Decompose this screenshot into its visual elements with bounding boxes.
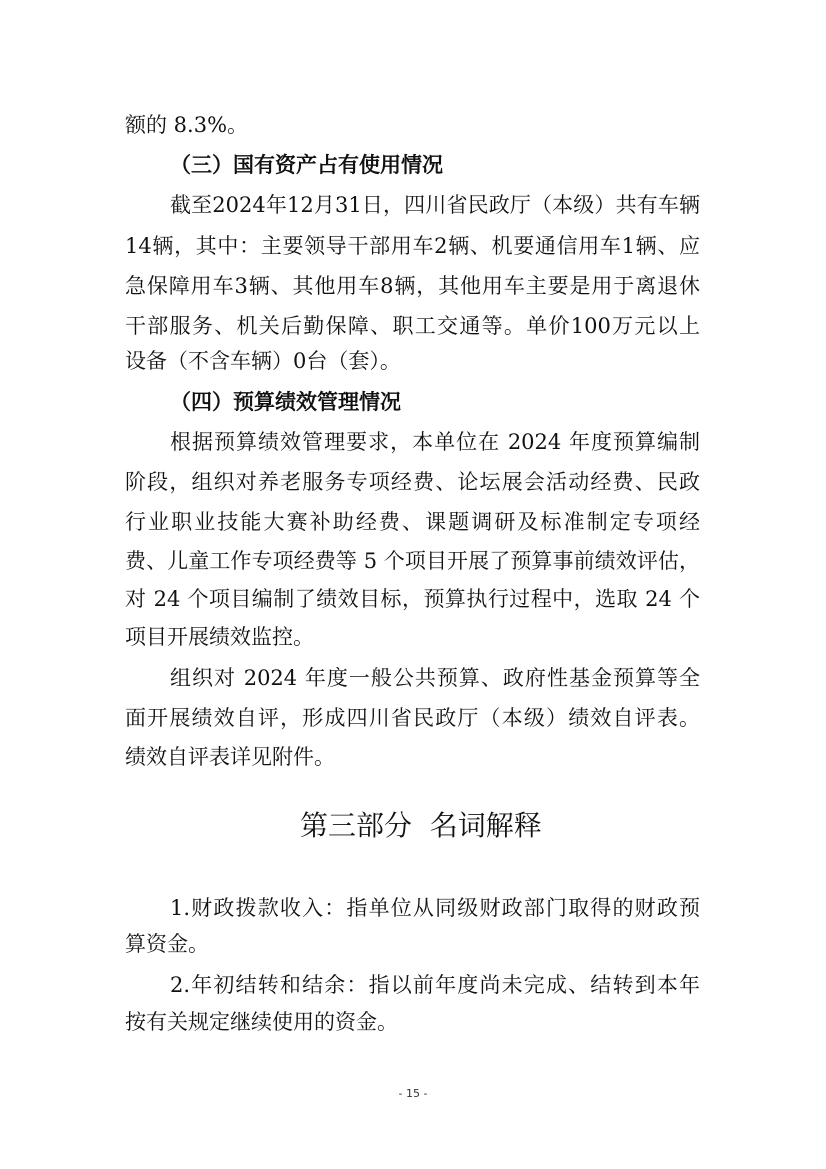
paragraph-line: 干部服务、机关后勤保障、职工交通等。单价100万元以上 [125,314,700,338]
paragraph-line: 项目开展绩效监控。 [125,625,314,649]
glossary-item-line: 算资金。 [125,932,209,956]
page-number: - 15 - [398,1087,428,1100]
paragraph-line: 截至2024年12月31日，四川省民政厅（本级）共有车辆 [170,193,700,217]
paragraph-line: 行业职业技能大赛补助经费、课题调研及标准制定专项经 [125,510,700,534]
paragraph-line: 14辆，其中：主要领导干部用车2辆、机要通信用车1辆、应 [125,234,700,258]
paragraph-line: 面开展绩效自评，形成四川省民政厅（本级）绩效自评表。 [125,706,700,730]
glossary-item-line: 按有关规定继续使用的资金。 [125,1010,398,1034]
glossary-item-line: 1.财政拨款收入：指单位从同级财政部门取得的财政预 [170,896,700,920]
paragraph-line: 组织对 2024 年度一般公共预算、政府性基金预算等全 [170,666,700,690]
section-4-heading: （四）预算绩效管理情况 [170,389,401,414]
section-3-heading: （三）国有资产占有使用情况 [170,152,443,177]
previous-paragraph-tail: 额的 8.3%。 [125,113,249,137]
paragraph-line: 对 24 个项目编制了绩效目标，预算执行过程中，选取 24 个 [125,587,700,611]
glossary-item-line: 2.年初结转和结余：指以前年度尚未完成、结转到本年 [170,973,700,997]
part-3-title: 第三部分 名词解释 [300,809,542,842]
paragraph-line: 绩效自评表详见附件。 [125,745,335,769]
paragraph-line: 根据预算绩效管理要求，本单位在 2024 年度预算编制 [170,430,700,454]
paragraph-line: 阶段，组织对养老服务专项经费、论坛展会活动经费、民政 [125,470,700,494]
paragraph-line: 费、儿童工作专项经费等 5 个项目开展了预算事前绩效评估， [125,549,700,573]
paragraph-line: 急保障用车3辆、其他用车8辆，其他用车主要是用于离退休 [125,274,700,298]
paragraph-line: 设备（不含车辆）0台（套）。 [125,349,401,373]
